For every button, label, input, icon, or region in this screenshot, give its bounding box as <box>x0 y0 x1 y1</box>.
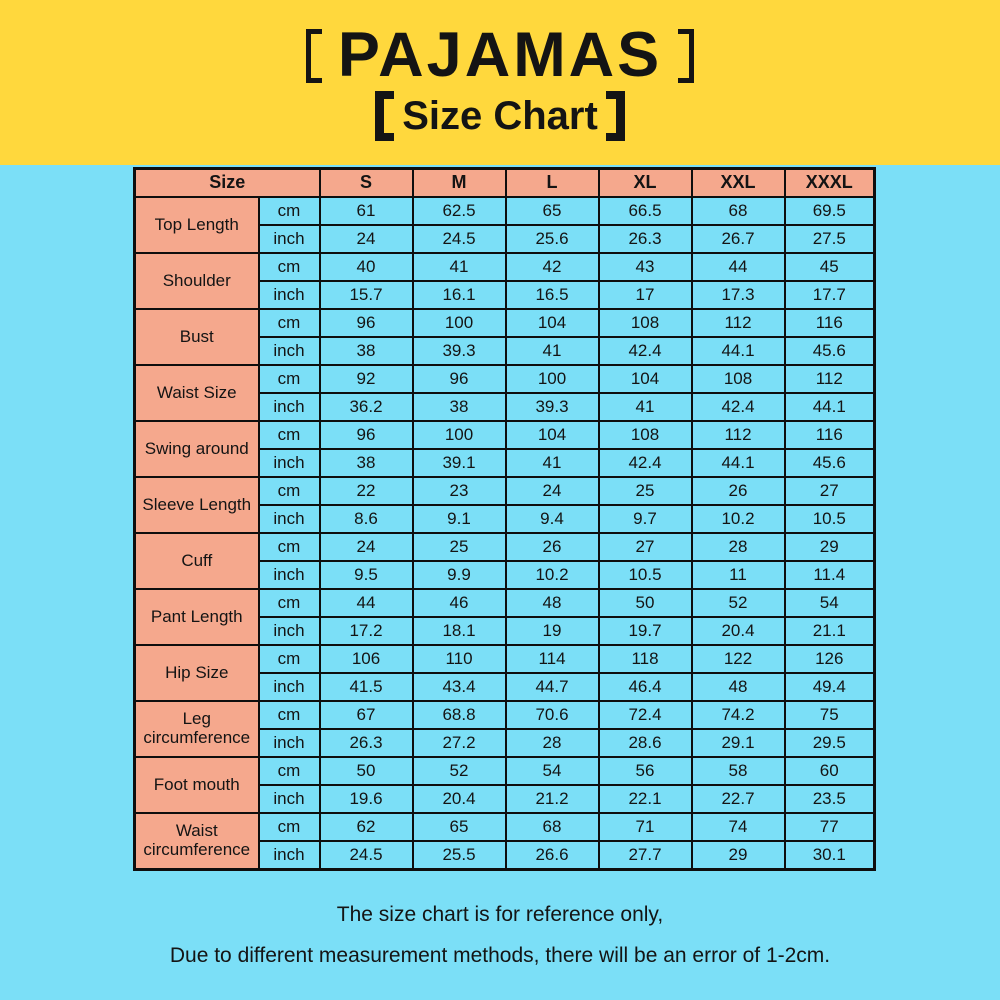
value-cell: 42.4 <box>599 449 692 477</box>
value-cell: 39.3 <box>413 337 506 365</box>
value-cell: 112 <box>692 421 785 449</box>
unit-cell-cm: cm <box>259 701 320 729</box>
subtitle-left-bracket-icon <box>375 91 394 141</box>
title-banner <box>0 0 1000 165</box>
value-cell: 28.6 <box>599 729 692 757</box>
unit-cell-inch: inch <box>259 337 320 365</box>
value-cell: 100 <box>413 309 506 337</box>
measurement-row-cm <box>135 365 875 393</box>
value-cell: 74 <box>692 813 785 841</box>
unit-cell-cm: cm <box>259 589 320 617</box>
value-cell: 39.1 <box>413 449 506 477</box>
right-bracket-icon <box>678 29 694 83</box>
value-cell: 10.5 <box>785 505 875 533</box>
value-cell: 20.4 <box>692 617 785 645</box>
value-cell: 45 <box>785 253 875 281</box>
value-cell: 41.5 <box>320 673 413 701</box>
value-cell: 68.8 <box>413 701 506 729</box>
value-cell: 116 <box>785 421 875 449</box>
value-cell: 44.1 <box>785 393 875 421</box>
value-cell: 66.5 <box>599 197 692 225</box>
unit-cell-cm: cm <box>259 197 320 225</box>
value-cell: 50 <box>320 757 413 785</box>
row-label: Cuff <box>135 533 259 589</box>
value-cell: 27 <box>785 477 875 505</box>
value-cell: 25 <box>413 533 506 561</box>
value-cell: 74.2 <box>692 701 785 729</box>
value-cell: 26 <box>506 533 599 561</box>
value-cell: 75 <box>785 701 875 729</box>
value-cell: 9.7 <box>599 505 692 533</box>
value-cell: 54 <box>506 757 599 785</box>
size-column-header: XXXL <box>785 169 875 198</box>
value-cell: 68 <box>692 197 785 225</box>
value-cell: 17.2 <box>320 617 413 645</box>
unit-cell-inch: inch <box>259 561 320 589</box>
value-cell: 24.5 <box>413 225 506 253</box>
value-cell: 23 <box>413 477 506 505</box>
value-cell: 104 <box>599 365 692 393</box>
value-cell: 17 <box>599 281 692 309</box>
measurement-row-cm <box>135 197 875 225</box>
value-cell: 71 <box>599 813 692 841</box>
row-label: Swing around <box>135 421 259 477</box>
value-cell: 92 <box>320 365 413 393</box>
value-cell: 44 <box>692 253 785 281</box>
size-column-header: L <box>506 169 599 198</box>
value-cell: 28 <box>506 729 599 757</box>
value-cell: 60 <box>785 757 875 785</box>
value-cell: 45.6 <box>785 337 875 365</box>
value-cell: 16.1 <box>413 281 506 309</box>
row-label: Waist circumference <box>135 813 259 870</box>
value-cell: 29 <box>692 841 785 870</box>
value-cell: 41 <box>506 449 599 477</box>
value-cell: 52 <box>413 757 506 785</box>
unit-cell-inch: inch <box>259 673 320 701</box>
value-cell: 19.6 <box>320 785 413 813</box>
value-cell: 41 <box>506 337 599 365</box>
value-cell: 54 <box>785 589 875 617</box>
value-cell: 104 <box>506 421 599 449</box>
value-cell: 106 <box>320 645 413 673</box>
value-cell: 69.5 <box>785 197 875 225</box>
unit-cell-inch: inch <box>259 841 320 870</box>
value-cell: 10.5 <box>599 561 692 589</box>
value-cell: 49.4 <box>785 673 875 701</box>
value-cell: 21.2 <box>506 785 599 813</box>
value-cell: 96 <box>320 421 413 449</box>
value-cell: 46.4 <box>599 673 692 701</box>
unit-cell-cm: cm <box>259 757 320 785</box>
value-cell: 65 <box>506 197 599 225</box>
value-cell: 9.5 <box>320 561 413 589</box>
unit-cell-cm: cm <box>259 813 320 841</box>
value-cell: 27.7 <box>599 841 692 870</box>
unit-cell-inch: inch <box>259 449 320 477</box>
value-cell: 28 <box>692 533 785 561</box>
value-cell: 9.9 <box>413 561 506 589</box>
unit-cell-cm: cm <box>259 365 320 393</box>
value-cell: 36.2 <box>320 393 413 421</box>
value-cell: 9.1 <box>413 505 506 533</box>
unit-cell-inch: inch <box>259 225 320 253</box>
value-cell: 45.6 <box>785 449 875 477</box>
value-cell: 23.5 <box>785 785 875 813</box>
measurement-row-cm <box>135 589 875 617</box>
value-cell: 40 <box>320 253 413 281</box>
value-cell: 41 <box>413 253 506 281</box>
unit-cell-inch: inch <box>259 617 320 645</box>
value-cell: 21.1 <box>785 617 875 645</box>
unit-cell-cm: cm <box>259 645 320 673</box>
value-cell: 39.3 <box>506 393 599 421</box>
value-cell: 44.1 <box>692 337 785 365</box>
value-cell: 18.1 <box>413 617 506 645</box>
unit-cell-cm: cm <box>259 533 320 561</box>
value-cell: 19.7 <box>599 617 692 645</box>
value-cell: 96 <box>320 309 413 337</box>
measurement-row-cm <box>135 477 875 505</box>
value-cell: 42.4 <box>599 337 692 365</box>
value-cell: 110 <box>413 645 506 673</box>
value-cell: 62.5 <box>413 197 506 225</box>
value-cell: 24 <box>506 477 599 505</box>
value-cell: 44.7 <box>506 673 599 701</box>
value-cell: 112 <box>785 365 875 393</box>
value-cell: 62 <box>320 813 413 841</box>
value-cell: 24 <box>320 225 413 253</box>
value-cell: 108 <box>599 421 692 449</box>
value-cell: 29 <box>785 533 875 561</box>
value-cell: 19 <box>506 617 599 645</box>
subtitle-text: Size Chart <box>402 94 598 138</box>
value-cell: 44 <box>320 589 413 617</box>
value-cell: 68 <box>506 813 599 841</box>
subtitle-right-bracket-icon <box>606 91 625 141</box>
subtitle <box>375 91 625 141</box>
measurement-row-cm <box>135 421 875 449</box>
header-row <box>135 169 875 198</box>
value-cell: 67 <box>320 701 413 729</box>
unit-cell-cm: cm <box>259 477 320 505</box>
value-cell: 22.7 <box>692 785 785 813</box>
value-cell: 42 <box>506 253 599 281</box>
measurement-row-cm <box>135 533 875 561</box>
main-title-text: PAJAMAS <box>337 20 663 90</box>
measurement-row-cm <box>135 645 875 673</box>
value-cell: 52 <box>692 589 785 617</box>
size-column-header: XL <box>599 169 692 198</box>
row-label: Waist Size <box>135 365 259 421</box>
value-cell: 22.1 <box>599 785 692 813</box>
main-title <box>306 20 694 90</box>
value-cell: 77 <box>785 813 875 841</box>
value-cell: 116 <box>785 309 875 337</box>
value-cell: 42.4 <box>692 393 785 421</box>
value-cell: 100 <box>506 365 599 393</box>
size-table-body <box>135 197 875 870</box>
value-cell: 27.2 <box>413 729 506 757</box>
size-column-header: S <box>320 169 413 198</box>
row-label: Bust <box>135 309 259 365</box>
measurement-row-cm <box>135 309 875 337</box>
unit-cell-inch: inch <box>259 729 320 757</box>
value-cell: 72.4 <box>599 701 692 729</box>
row-label: Foot mouth <box>135 757 259 813</box>
value-cell: 17.7 <box>785 281 875 309</box>
value-cell: 25.6 <box>506 225 599 253</box>
value-cell: 30.1 <box>785 841 875 870</box>
row-label: Hip Size <box>135 645 259 701</box>
value-cell: 25 <box>599 477 692 505</box>
value-cell: 10.2 <box>692 505 785 533</box>
value-cell: 100 <box>413 421 506 449</box>
size-table-header <box>135 169 875 198</box>
value-cell: 44.1 <box>692 449 785 477</box>
value-cell: 38 <box>413 393 506 421</box>
value-cell: 26 <box>692 477 785 505</box>
left-bracket-icon <box>306 29 322 83</box>
row-label: Leg circumference <box>135 701 259 757</box>
measurement-row-cm <box>135 757 875 785</box>
value-cell: 25.5 <box>413 841 506 870</box>
size-column-header: XXL <box>692 169 785 198</box>
size-column-header: M <box>413 169 506 198</box>
value-cell: 43.4 <box>413 673 506 701</box>
value-cell: 26.7 <box>692 225 785 253</box>
value-cell: 114 <box>506 645 599 673</box>
value-cell: 24 <box>320 533 413 561</box>
value-cell: 126 <box>785 645 875 673</box>
value-cell: 108 <box>692 365 785 393</box>
value-cell: 26.3 <box>599 225 692 253</box>
measurement-row-cm <box>135 813 875 841</box>
value-cell: 48 <box>506 589 599 617</box>
value-cell: 50 <box>599 589 692 617</box>
value-cell: 20.4 <box>413 785 506 813</box>
value-cell: 96 <box>413 365 506 393</box>
value-cell: 65 <box>413 813 506 841</box>
value-cell: 58 <box>692 757 785 785</box>
size-table <box>133 167 876 871</box>
value-cell: 11 <box>692 561 785 589</box>
unit-cell-inch: inch <box>259 393 320 421</box>
row-label: Top Length <box>135 197 259 253</box>
value-cell: 56 <box>599 757 692 785</box>
value-cell: 27 <box>599 533 692 561</box>
value-cell: 24.5 <box>320 841 413 870</box>
value-cell: 27.5 <box>785 225 875 253</box>
value-cell: 26.3 <box>320 729 413 757</box>
unit-cell-cm: cm <box>259 421 320 449</box>
value-cell: 16.5 <box>506 281 599 309</box>
value-cell: 118 <box>599 645 692 673</box>
row-label: Sleeve Length <box>135 477 259 533</box>
value-cell: 112 <box>692 309 785 337</box>
unit-cell-cm: cm <box>259 309 320 337</box>
value-cell: 46 <box>413 589 506 617</box>
value-cell: 9.4 <box>506 505 599 533</box>
value-cell: 26.6 <box>506 841 599 870</box>
row-label: Pant Length <box>135 589 259 645</box>
size-header-cell: Size <box>135 169 320 198</box>
measurement-row-cm <box>135 253 875 281</box>
value-cell: 61 <box>320 197 413 225</box>
unit-cell-cm: cm <box>259 253 320 281</box>
value-cell: 29.5 <box>785 729 875 757</box>
footer-note-line1: The size chart is for reference only, <box>336 903 664 926</box>
value-cell: 122 <box>692 645 785 673</box>
value-cell: 17.3 <box>692 281 785 309</box>
value-cell: 108 <box>599 309 692 337</box>
footer-note-line2: Due to different measurement methods, there will be an error of 1-2cm. <box>169 944 831 967</box>
value-cell: 38 <box>320 337 413 365</box>
unit-cell-inch: inch <box>259 785 320 813</box>
value-cell: 8.6 <box>320 505 413 533</box>
value-cell: 38 <box>320 449 413 477</box>
value-cell: 43 <box>599 253 692 281</box>
value-cell: 41 <box>599 393 692 421</box>
value-cell: 70.6 <box>506 701 599 729</box>
value-cell: 15.7 <box>320 281 413 309</box>
value-cell: 11.4 <box>785 561 875 589</box>
unit-cell-inch: inch <box>259 281 320 309</box>
value-cell: 22 <box>320 477 413 505</box>
row-label: Shoulder <box>135 253 259 309</box>
unit-cell-inch: inch <box>259 505 320 533</box>
value-cell: 48 <box>692 673 785 701</box>
value-cell: 29.1 <box>692 729 785 757</box>
measurement-row-cm <box>135 701 875 729</box>
value-cell: 10.2 <box>506 561 599 589</box>
value-cell: 104 <box>506 309 599 337</box>
